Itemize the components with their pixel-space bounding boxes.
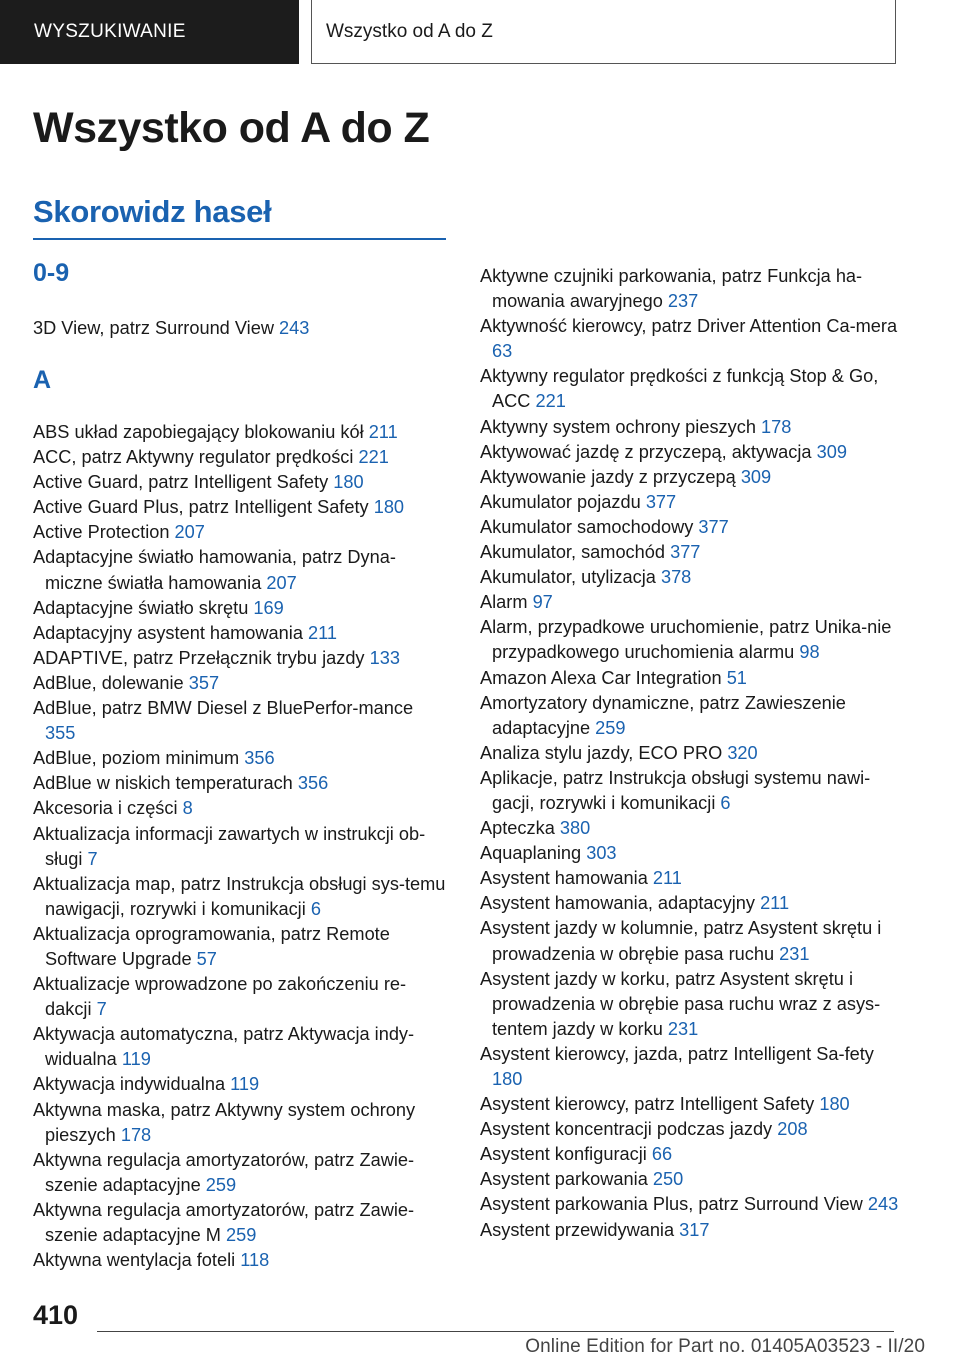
index-entry-text: Aktualizacja informacji zawartych w instrukcji ob-sługi [33,823,426,869]
index-entry [33,621,448,646]
page-reference-link[interactable]: 309 [740,466,772,487]
page-reference-link[interactable]: 259 [595,717,626,738]
index-entry [33,1198,448,1248]
index-entry-text: Aktualizacja map, patrz Instrukcja obsługi sys-temu nawigacji, rozrywki i komunikacji [33,873,446,919]
page-reference-link[interactable]: 7 [96,999,107,1020]
index-entry-text: Adaptacyjne światło hamowania, patrz Dyna-miczne światła hamowania [33,547,396,593]
page-reference-link[interactable]: 378 [660,567,692,588]
page-reference-link[interactable]: 180 [492,1069,523,1089]
page-reference-link[interactable]: 178 [120,1124,152,1145]
index-entry-text: Aktywna wentylacja foteli [33,1250,236,1271]
page-reference-link[interactable]: 66 [651,1144,673,1165]
page-reference-link[interactable]: 221 [358,447,389,468]
index-entry [33,746,448,771]
index-entry [480,1042,900,1092]
index-entry-text: Asystent parkowania [480,1169,648,1190]
index-entry-text: Asystent hamowania, adaptacyjny [480,893,755,914]
page-reference-link[interactable]: 207 [266,572,297,593]
index-entry [33,646,448,671]
index-entry [480,691,900,741]
footer-divider [97,1331,894,1332]
index-entry [480,590,900,615]
page-reference-link[interactable]: 208 [777,1119,808,1140]
index-entry-text: Aktualizacje wprowadzone po zakończeniu re-dakcji [33,974,407,1020]
index-entry-text: Aktywne czujniki parkowania, patrz Funkcja ha-mowania awaryjnego [480,266,863,312]
index-entry-text: ACC, patrz Aktywny regulator prędkości [33,447,354,468]
page-reference-link[interactable]: 180 [373,497,405,518]
index-entry-text: Aktywny regulator prędkości z funkcją Stop & Go, ACC [480,366,879,412]
page-reference-link[interactable]: 309 [816,441,847,462]
page-reference-link[interactable]: 211 [368,422,398,442]
index-entry [33,316,448,341]
index-entry [480,1192,900,1217]
index-entry-text: Aktywować jazdę z przyczepą, aktywacja [480,441,812,462]
index-entry [33,771,448,796]
search-tab[interactable]: WYSZUKIWANIE [0,0,299,64]
index-subtitle: Skorowidz haseł [33,194,272,229]
index-entry-text: Asystent hamowania [480,868,648,889]
page-reference-link[interactable]: 231 [667,1018,699,1039]
page-number: 410 [33,1300,79,1330]
index-entry [480,465,900,490]
index-entry-text: ABS układ zapobiegający blokowaniu kół [33,422,364,442]
letter-heading-0-9: 0-9 [33,259,70,287]
index-entry [33,822,448,872]
index-entry [33,796,448,821]
page-reference-link[interactable]: 380 [559,818,591,839]
index-entry [480,841,900,866]
page-reference-link[interactable]: 211 [652,868,682,889]
index-entry [480,967,900,1042]
page-reference-link[interactable]: 317 [679,1219,710,1240]
index-entry [480,264,900,314]
index-entry-text: AdBlue, dolewanie [33,672,184,693]
page-reference-link[interactable]: 231 [779,943,810,964]
page-reference-link[interactable]: 180 [819,1094,850,1115]
page-reference-link[interactable]: 119 [230,1074,260,1095]
index-entry-text: Aktywowanie jazdy z przyczepą [480,466,736,487]
index-entry-text: Active Guard, patrz Intelligent Safety [33,472,329,493]
index-entry-text: Amortyzatory dynamiczne, patrz Zawieszenie adaptacyjne [480,692,846,738]
index-entry [480,866,900,891]
page-reference-link[interactable]: 8 [182,798,193,819]
index-entry-text: Aktualizacja oprogramowania, patrz Remote Software Upgrade [33,923,390,969]
index-entry-text: Aktywny system ochrony pieszych [480,416,756,437]
page-reference-link[interactable]: 178 [761,416,792,437]
section-tab[interactable]: Wszystko od A do Z [311,0,896,64]
index-entry-text: Apteczka [480,818,555,839]
page-reference-link[interactable]: 303 [586,843,617,864]
page-reference-link[interactable]: 119 [121,1049,151,1070]
page-reference-link[interactable]: 221 [535,391,566,412]
index-entry [480,615,900,665]
index-entry-text: Aquaplaning [480,843,582,864]
page-reference-link[interactable]: 243 [867,1194,899,1215]
index-entry-text: Akcesoria i części [33,798,178,819]
page-title: Wszystko od A do Z [33,104,430,152]
index-entry-text: Adaptacyjny asystent hamowania [33,622,303,643]
page-reference-link[interactable]: 180 [333,472,364,493]
index-entry-text: Aktywna regulacja amortyzatorów, patrz Zawie-szenie adaptacyjne M [33,1199,415,1245]
index-entry-text: AdBlue, poziom minimum [33,748,240,769]
index-entry [33,420,448,445]
index-entry-text: Aktywna regulacja amortyzatorów, patrz Zawie-szenie adaptacyjne [33,1149,415,1195]
index-entry-text: Asystent jazdy w kolumnie, patrz Asystent skrętu i prowadzenia w obrębie pasa ruchu [480,918,882,964]
index-entry [33,671,448,696]
page-reference-link[interactable]: 7 [87,848,98,869]
page-reference-link[interactable]: 356 [244,748,275,769]
page-reference-link[interactable]: 207 [174,522,205,543]
index-entry-text: Adaptacyjne światło skrętu [33,597,249,618]
index-entry-text: Active Guard Plus, patrz Intelligent Safety [33,497,369,518]
page-reference-link[interactable]: 211 [760,893,790,914]
page-reference-link[interactable]: 259 [205,1174,237,1195]
index-entry [33,470,448,495]
index-entry-text: ADAPTIVE, patrz Przełącznik trybu jazdy [33,647,365,668]
index-entry [480,666,900,691]
index-entry [33,922,448,972]
index-entry-text: AdBlue, patrz BMW Diesel z BluePerfor-mance [33,698,414,719]
index-entry [33,596,448,621]
page-reference-link[interactable]: 51 [726,667,747,688]
index-entry [480,565,900,590]
index-entry [33,696,448,746]
index-entry [480,490,900,515]
page-reference-link[interactable]: 243 [279,318,310,338]
index-entry [33,1248,448,1273]
index-entry [480,916,900,966]
index-entry [480,766,900,816]
index-entry-text: Asystent koncentracji podczas jazdy [480,1119,773,1140]
page-reference-link[interactable]: 211 [308,622,337,643]
page-reference-link[interactable]: 250 [652,1169,684,1190]
page-reference-link[interactable]: 118 [240,1250,270,1271]
index-entry [33,872,448,922]
index-entry-text: Asystent przewidywania [480,1219,675,1240]
index-entry-text: Asystent kierowcy, jazda, patrz Intelligent Sa-fety [480,1043,874,1064]
index-entry-text: Aktywacja indywidualna [33,1074,226,1095]
index-entry [480,1167,900,1192]
index-entry [33,972,448,1022]
index-entry-text: Alarm [480,592,528,613]
index-entry-text: Aktywacja automatyczna, patrz Aktywacja indy-widualna [33,1024,415,1070]
index-entry-text: Alarm, przypadkowe uruchomienie, patrz Unika-nie przypadkowego uruchomienia alarmu [480,617,892,663]
index-entry [33,445,448,470]
page-reference-link[interactable]: 259 [225,1225,257,1245]
page-reference-link[interactable]: 169 [253,597,284,618]
page-reference-link[interactable]: 356 [297,773,329,794]
index-entry-text: Akumulator, utylizacja [480,567,656,588]
index-entry-text: Asystent jazdy w korku, patrz Asystent skrętu i prowadzenia w obrębie pasa ruchu wraz z asys-tentem jazdy w korku [480,968,881,1039]
index-entry-text: Asystent parkowania Plus, patrz Surround View [480,1194,863,1215]
index-entry-text: Aktywna maska, patrz Aktywny system ochrony pieszych [33,1099,416,1145]
page-reference-link[interactable]: 377 [670,542,701,563]
index-entry [480,891,900,916]
index-entry [33,1022,448,1072]
page-reference-link[interactable]: 377 [698,516,729,537]
index-entry-text: Asystent kierowcy, patrz Intelligent Safety [480,1094,815,1115]
index-entry-text: Active Protection [33,522,170,543]
index-entry-text: Akumulator samochodowy [480,516,694,537]
index-entry [480,816,900,841]
page-reference-link[interactable]: 97 [532,592,553,613]
index-entry [480,1142,900,1167]
index-entry-text: Amazon Alexa Car Integration [480,667,722,688]
letter-heading-a: A [33,366,52,394]
page-reference-link[interactable]: 355 [45,723,76,744]
index-list-continued [480,264,900,1243]
header-bar [0,0,960,66]
page-reference-link[interactable]: 133 [369,647,400,668]
page-reference-link[interactable]: 6 [310,898,321,919]
index-entry [480,415,900,440]
page-reference-link[interactable]: 377 [645,491,677,512]
page-reference-link[interactable]: 63 [492,341,513,362]
page-reference-link[interactable]: 6 [720,792,731,813]
index-entry [480,314,900,364]
index-entry [33,545,448,595]
index-entry [33,1098,448,1148]
index-entry-text: Aktywność kierowcy, patrz Driver Attention Ca-mera [480,316,898,337]
index-list-a [33,420,448,1273]
index-entry [480,741,900,766]
index-entry [480,1092,900,1117]
index-entry-text: Akumulator, samochód [480,542,666,563]
index-entry [33,495,448,520]
index-entry-text: Analiza stylu jazdy, ECO PRO [480,742,723,763]
index-entry [33,1072,448,1097]
index-entry-text: Akumulator pojazdu [480,491,641,512]
index-entry-text: Asystent konfiguracji [480,1144,647,1165]
edition-footer: Online Edition for Part no. 01405A03523 - II/20 [525,1336,925,1357]
index-entry-text: 3D View, patrz Surround View [33,318,274,338]
index-entry [480,1218,900,1243]
page-reference-link[interactable]: 57 [196,948,217,969]
index-entry [480,540,900,565]
index-entry [480,515,900,540]
index-entry-text: Aplikacje, patrz Instrukcja obsługi systemu nawi-gacji, rozrywki i komunikacji [480,767,871,813]
subtitle-divider [33,238,446,240]
page-reference-link[interactable]: 237 [667,291,699,312]
index-entry [480,1117,900,1142]
index-entry [33,520,448,545]
index-list-0-9 [33,316,448,341]
index-entry [480,364,900,414]
page-reference-link[interactable]: 320 [727,742,758,763]
page-reference-link[interactable]: 98 [799,642,820,663]
page-reference-link[interactable]: 357 [188,672,220,693]
index-entry [480,440,900,465]
index-entry [33,1148,448,1198]
index-entry-text: AdBlue w niskich temperaturach [33,773,293,794]
